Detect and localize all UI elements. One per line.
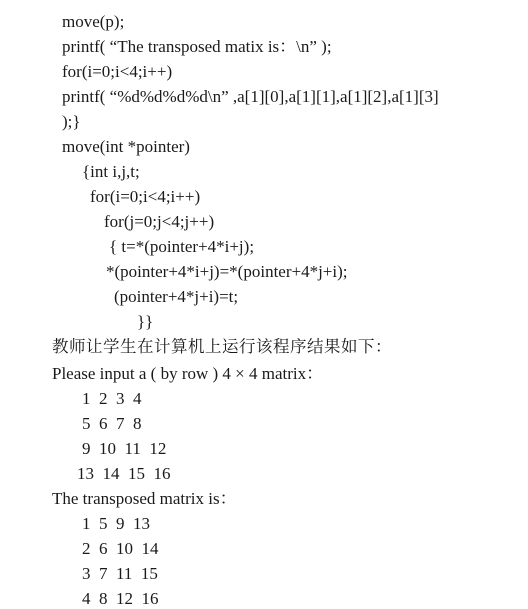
result-label: The transposed matrix is：	[52, 489, 237, 508]
code-line-13: }}	[137, 312, 154, 331]
result-row-4: 4 8 12 16	[82, 589, 159, 608]
result-row-2: 2 6 10 14	[82, 539, 159, 558]
code-line-10: { t=*(pointer+4*i+j);	[109, 237, 255, 256]
input-row-4: 13 14 15 16	[77, 464, 171, 483]
code-line-4: printf( “%d%d%d%d\n” ,a[1][0],a[1][1],a[1][2],a[1][3]	[62, 87, 439, 106]
code-line-8: for(i=0;i<4;i++)	[90, 187, 201, 206]
input-row-1: 1 2 3 4	[82, 389, 142, 408]
code-line-3: for(i=0;i<4;i++)	[62, 62, 173, 81]
description-text: 教师让学生在计算机上运行该程序结果如下：	[52, 337, 392, 356]
code-line-12: (pointer+4*j+i)=t;	[114, 287, 239, 306]
input-prompt: Please input a ( by row ) 4 × 4 matrix：	[52, 364, 324, 383]
code-line-5: );}	[62, 112, 81, 131]
code-line-1: move(p);	[62, 12, 125, 31]
result-row-1: 1 5 9 13	[82, 514, 150, 533]
result-row-3: 3 7 11 15	[82, 564, 158, 583]
code-line-6: move(int *pointer)	[62, 137, 190, 156]
code-line-11: *(pointer+4*i+j)=*(pointer+4*j+i);	[106, 262, 348, 281]
code-line-2: printf( “The transposed matix is：\n” );	[62, 37, 332, 56]
code-line-9: for(j=0;j<4;j++)	[104, 212, 215, 231]
input-row-2: 5 6 7 8	[82, 414, 142, 433]
input-row-3: 9 10 11 12	[82, 439, 167, 458]
code-line-7: {int i,j,t;	[82, 162, 140, 181]
